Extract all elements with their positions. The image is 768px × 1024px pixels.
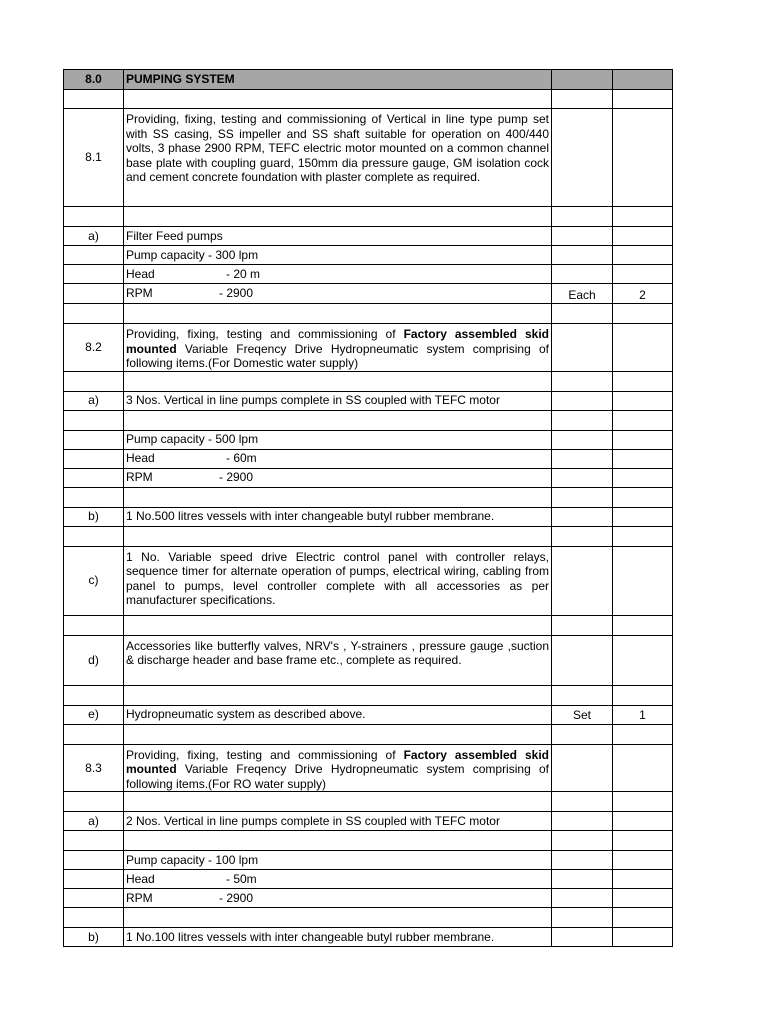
item-description — [124, 284, 552, 304]
item-quantity — [613, 724, 673, 744]
item-quantity — [613, 851, 673, 870]
item-number — [64, 831, 124, 851]
table-row — [64, 391, 673, 410]
spacer-row — [64, 371, 673, 391]
item-number — [64, 90, 124, 109]
item-number: 8.1 — [64, 109, 124, 207]
parameter-label: Pump capacity — [126, 432, 205, 447]
item-unit — [552, 744, 613, 792]
item-description — [124, 90, 552, 109]
parameter-value: - 2900 — [219, 286, 254, 301]
item-unit — [552, 468, 613, 487]
pumping-system-table — [63, 69, 673, 947]
item-description — [124, 870, 552, 889]
spacer-row — [64, 90, 673, 109]
item-number — [64, 792, 124, 812]
table-row — [64, 851, 673, 870]
item-quantity — [613, 227, 673, 246]
item-number — [64, 449, 124, 468]
table-row — [64, 744, 673, 792]
item-unit: Each — [552, 284, 613, 304]
item-quantity — [613, 812, 673, 831]
item-unit — [552, 265, 613, 284]
bold-text-run: Factory assembled skid mounted — [126, 327, 549, 356]
table-row — [64, 635, 673, 685]
item-description — [124, 635, 552, 685]
parameter-value: - 500 lpm — [208, 432, 259, 447]
item-description: PUMPING SYSTEM — [124, 70, 552, 90]
table-row — [64, 449, 673, 468]
table-row — [64, 468, 673, 487]
table-body — [64, 70, 673, 947]
item-unit — [552, 851, 613, 870]
item-number: a) — [64, 391, 124, 410]
item-description: 1 No.500 litres vessels with inter changeable butyl rubber membrane. — [124, 507, 552, 526]
item-number: e) — [64, 705, 124, 724]
item-unit — [552, 487, 613, 507]
item-description — [124, 468, 552, 487]
item-unit — [552, 724, 613, 744]
item-quantity — [613, 792, 673, 812]
item-description — [124, 207, 552, 227]
item-number — [64, 410, 124, 430]
spacer-row — [64, 526, 673, 546]
item-number: 8.0 — [64, 70, 124, 90]
item-unit — [552, 831, 613, 851]
item-unit — [552, 526, 613, 546]
table-row — [64, 812, 673, 831]
item-description — [124, 324, 552, 372]
table-row — [64, 109, 673, 207]
parameter-value: - 2900 — [219, 890, 254, 905]
table-row — [64, 324, 673, 372]
item-unit — [552, 449, 613, 468]
item-quantity — [613, 635, 673, 685]
spacer-row — [64, 831, 673, 851]
item-description — [124, 487, 552, 507]
item-number — [64, 207, 124, 227]
spacer-row — [64, 792, 673, 812]
item-number — [64, 870, 124, 889]
spacer-row — [64, 487, 673, 507]
item-unit — [552, 227, 613, 246]
item-quantity: 1 — [613, 705, 673, 724]
item-description — [124, 831, 552, 851]
spacer-row — [64, 304, 673, 324]
table-row — [64, 430, 673, 449]
item-quantity — [613, 265, 673, 284]
table-row — [64, 546, 673, 615]
parameter-value: - 20 m — [226, 266, 261, 281]
item-quantity — [613, 410, 673, 430]
spacer-row — [64, 207, 673, 227]
item-number: 8.2 — [64, 324, 124, 372]
item-description — [124, 449, 552, 468]
item-quantity — [613, 615, 673, 635]
item-quantity — [613, 391, 673, 410]
item-unit — [552, 430, 613, 449]
parameter-value: - 60m — [226, 451, 257, 466]
item-unit — [552, 870, 613, 889]
item-description — [124, 304, 552, 324]
item-description — [124, 724, 552, 744]
parameter-value: - 2900 — [219, 470, 254, 485]
text-run: Providing, fixing, testing and commissioning of Vertical in line type pump set with SS casing, SS impeller and SS shaft suitable for operation on 400/440 volts, 3 phase 2900 RPM, TEFC electric motor mounted on a common channel base plate with coupling guard, 150mm dia pressure gauge, GM isolation cock and cement concrete foundation with plaster complete as required. — [126, 112, 549, 184]
item-number — [64, 284, 124, 304]
item-unit: Set — [552, 705, 613, 724]
item-quantity — [613, 487, 673, 507]
item-description — [124, 371, 552, 391]
item-unit — [552, 546, 613, 615]
item-number — [64, 685, 124, 705]
parameter-label: Head — [126, 871, 155, 886]
item-description — [124, 526, 552, 546]
text-run: Variable Freqency Drive Hydropneumatic system comprising of following items.(For Domestic water supply) — [126, 341, 549, 370]
item-number: b) — [64, 928, 124, 947]
item-unit — [552, 70, 613, 90]
item-quantity — [613, 526, 673, 546]
item-quantity — [613, 246, 673, 265]
item-unit — [552, 109, 613, 207]
text-run: Providing, fixing, testing and commissioning of — [126, 747, 404, 762]
table-row — [64, 284, 673, 304]
item-quantity — [613, 507, 673, 526]
item-number — [64, 430, 124, 449]
item-unit — [552, 410, 613, 430]
parameter-label: Pump capacity — [126, 247, 205, 262]
item-unit — [552, 615, 613, 635]
table-row — [64, 870, 673, 889]
item-quantity — [613, 90, 673, 109]
parameter-label: Head — [126, 451, 155, 466]
item-number: c) — [64, 546, 124, 615]
item-description — [124, 430, 552, 449]
parameter-value: - 50m — [226, 871, 257, 886]
text-run: Accessories like butterfly valves, NRV's , Y-strainers , pressure gauge ,suction & discharge header and base frame etc., complete as required. — [126, 638, 549, 667]
item-description — [124, 851, 552, 870]
item-number — [64, 371, 124, 391]
item-unit — [552, 246, 613, 265]
item-unit — [552, 391, 613, 410]
item-number: d) — [64, 635, 124, 685]
text-run: Providing, fixing, testing and commissioning of — [126, 327, 404, 341]
item-number: a) — [64, 227, 124, 246]
item-description — [124, 615, 552, 635]
table-row — [64, 889, 673, 908]
table-row — [64, 246, 673, 265]
bold-text-run: Factory assembled skid mounted — [126, 747, 549, 776]
item-description: 2 Nos. Vertical in line pumps complete in SS coupled with TEFC motor — [124, 812, 552, 831]
table-row — [64, 705, 673, 724]
item-quantity — [613, 908, 673, 928]
text-run: Variable Freqency Drive Hydropneumatic system comprising of following items.(For RO water supply) — [126, 762, 549, 791]
item-unit — [552, 507, 613, 526]
table-row — [64, 227, 673, 246]
item-quantity — [613, 685, 673, 705]
item-number — [64, 724, 124, 744]
item-unit — [552, 685, 613, 705]
item-description — [124, 109, 552, 207]
item-description — [124, 744, 552, 792]
item-unit — [552, 371, 613, 391]
item-description — [124, 889, 552, 908]
item-number — [64, 908, 124, 928]
item-unit — [552, 792, 613, 812]
item-number: b) — [64, 507, 124, 526]
parameter-label: Pump capacity — [126, 852, 205, 867]
item-description: Filter Feed pumps — [124, 227, 552, 246]
item-quantity — [613, 430, 673, 449]
section-header-row — [64, 70, 673, 90]
item-number — [64, 468, 124, 487]
parameter-label: Head — [126, 266, 155, 281]
parameter-label: RPM — [126, 286, 153, 301]
item-quantity — [613, 928, 673, 947]
item-quantity — [613, 870, 673, 889]
item-quantity — [613, 449, 673, 468]
item-quantity — [613, 744, 673, 792]
table-row — [64, 507, 673, 526]
item-description — [124, 792, 552, 812]
item-unit — [552, 304, 613, 324]
item-description — [124, 685, 552, 705]
text-run: 1 No. Variable speed drive Electric control panel with controller relays, sequence timer for alternate operation of pumps, electrical wiring, cabling from panel to pumps, level controller complete with all accessories as per manufacturer specifications. — [126, 549, 549, 607]
item-quantity — [613, 468, 673, 487]
item-description — [124, 546, 552, 615]
item-unit — [552, 928, 613, 947]
item-quantity — [613, 371, 673, 391]
spacer-row — [64, 615, 673, 635]
item-unit — [552, 635, 613, 685]
item-number — [64, 265, 124, 284]
item-unit — [552, 90, 613, 109]
item-unit — [552, 324, 613, 372]
item-number — [64, 526, 124, 546]
parameter-label: RPM — [126, 890, 153, 905]
spacer-row — [64, 685, 673, 705]
item-quantity — [613, 109, 673, 207]
spacer-row — [64, 724, 673, 744]
spacer-row — [64, 908, 673, 928]
item-description — [124, 410, 552, 430]
item-number — [64, 851, 124, 870]
item-quantity — [613, 831, 673, 851]
item-description: 3 Nos. Vertical in line pumps complete in SS coupled with TEFC motor — [124, 391, 552, 410]
parameter-label: RPM — [126, 470, 153, 485]
item-unit — [552, 812, 613, 831]
item-quantity — [613, 889, 673, 908]
item-quantity — [613, 207, 673, 227]
parameter-value: - 100 lpm — [208, 852, 259, 867]
item-number: a) — [64, 812, 124, 831]
spacer-row — [64, 410, 673, 430]
item-description: 1 No.100 litres vessels with inter changeable butyl rubber membrane. — [124, 928, 552, 947]
item-description — [124, 265, 552, 284]
item-number — [64, 487, 124, 507]
item-quantity — [613, 546, 673, 615]
item-number — [64, 889, 124, 908]
item-description: Hydropneumatic system as described above. — [124, 705, 552, 724]
table-row — [64, 928, 673, 947]
item-number — [64, 304, 124, 324]
item-unit — [552, 889, 613, 908]
item-quantity — [613, 324, 673, 372]
parameter-value: - 300 lpm — [208, 247, 259, 262]
item-quantity — [613, 304, 673, 324]
item-quantity: 2 — [613, 284, 673, 304]
item-unit — [552, 908, 613, 928]
item-unit — [552, 207, 613, 227]
item-quantity — [613, 70, 673, 90]
item-number: 8.3 — [64, 744, 124, 792]
item-number — [64, 246, 124, 265]
item-description — [124, 908, 552, 928]
item-number — [64, 615, 124, 635]
table-row — [64, 265, 673, 284]
item-description — [124, 246, 552, 265]
